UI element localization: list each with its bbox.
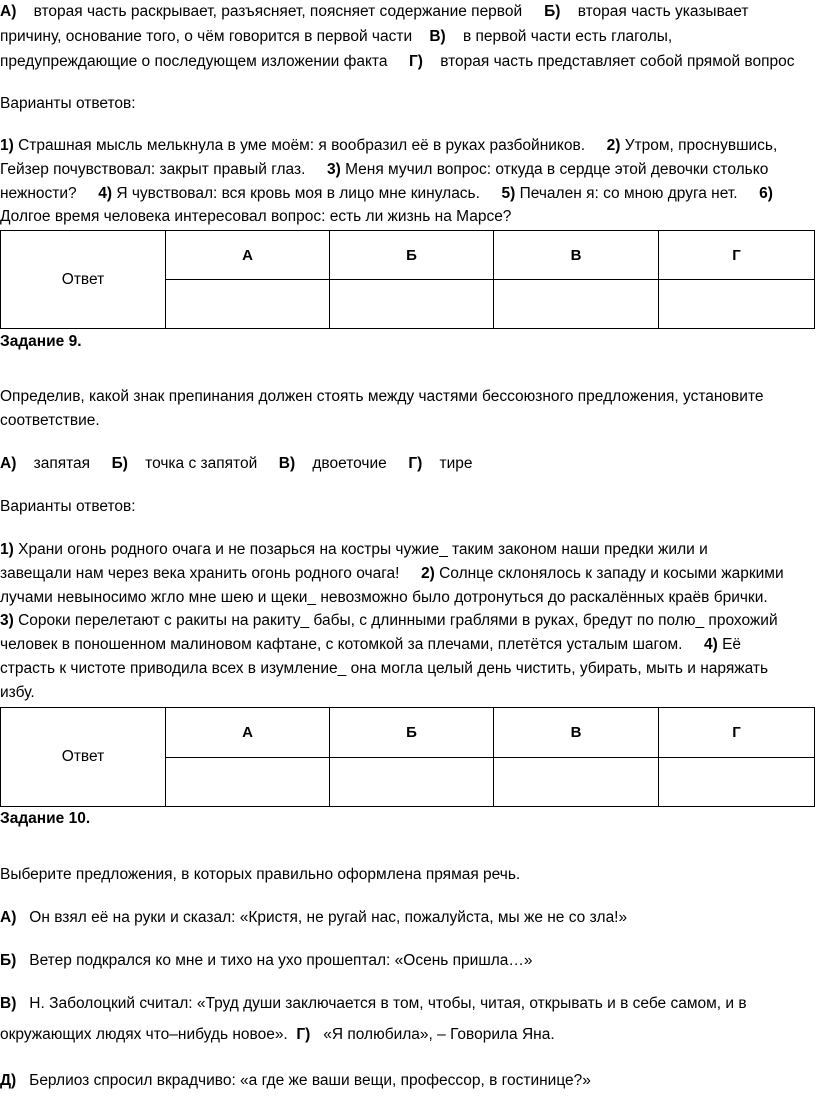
task8-s4-num: 4) xyxy=(98,185,113,202)
task9-col-v: В xyxy=(494,708,659,758)
task10-option-v-cont-line xyxy=(0,1025,555,1047)
task9-variants-heading: Варианты ответов: xyxy=(0,498,136,515)
task8-option-a-text: вторая часть раскрывает, разъясняет, поясняет содержание первой xyxy=(33,3,523,20)
task9-s3-num: 3) xyxy=(0,612,14,629)
task9-answer-label: Ответ xyxy=(1,708,166,807)
task9-s4-text: Её xyxy=(722,636,742,653)
task8-option-line-2 xyxy=(0,27,672,49)
task8-s3-text-cont: нежности? xyxy=(0,185,77,202)
task9-answer-cell-a[interactable] xyxy=(166,758,330,807)
task9-s1-num: 1) xyxy=(0,541,14,558)
task8-option-v-text: в первой части есть глаголы, xyxy=(462,28,673,45)
task8-answer-label: Ответ xyxy=(1,231,166,329)
task8-s6-num: 6) xyxy=(759,185,773,202)
task9-col-a: А xyxy=(166,708,330,758)
task8-col-v: В xyxy=(494,231,659,280)
task8-option-v-text-cont: предупреждающие о последующем изложении факта xyxy=(0,53,388,70)
task9-s2-text: Солнце склонялось к западу и косыми жаркими xyxy=(439,565,784,582)
task10-option-v-text: Н. Заболоцкий считал: «Труд души заключается в том, чтобы, читая, открывать и в себе самом, и в xyxy=(29,995,747,1012)
task8-s5-num: 5) xyxy=(501,185,516,202)
task8-s6-text: Долгое время человека интересовал вопрос: есть ли жизнь на Марсе? xyxy=(0,208,512,225)
task8-option-a-line xyxy=(0,2,748,24)
task10-option-b-letter: Б) xyxy=(0,952,17,969)
task8-s3-text: Меня мучил вопрос: откуда в сердце этой девочки столько xyxy=(345,161,769,178)
task10-option-d-letter: Д) xyxy=(0,1072,17,1089)
task9-s1-text-cont: завещали нам через века хранить огонь родного очага! xyxy=(0,565,400,582)
task8-s4-text: Я чувствовал: вся кровь моя в лицо мне кинулась. xyxy=(116,185,480,202)
task9-s4-text-cont: страсть к чистоте приводила всех в изумление_ она могла целый день чистить, убирать, мыть и наряжать xyxy=(0,660,769,677)
task8-answer-cell-b[interactable] xyxy=(330,280,494,329)
task8-option-g-text: вторая часть представляет собой прямой вопрос xyxy=(440,53,795,70)
task8-option-a-letter: А) xyxy=(0,3,17,20)
task10-option-v-letter: В) xyxy=(0,995,17,1012)
task8-s5-text: Печален я: со мною друга нет. xyxy=(519,185,738,202)
task8-s1-text: Страшная мысль мелькнула в уме моём: я вообразил её в руках разбойников. xyxy=(18,137,586,154)
task9-option-a-text: запятая xyxy=(33,455,91,472)
task8-option-b-text: вторая часть указывает xyxy=(577,3,749,20)
task8-answer-table xyxy=(0,230,815,329)
task10-option-g-letter: Г) xyxy=(296,1026,311,1043)
task8-sentence-line-1 xyxy=(0,136,777,158)
task8-answer-cell-a[interactable] xyxy=(166,280,330,329)
task9-s4-text-end: избу. xyxy=(0,684,35,701)
task10-option-d xyxy=(0,1071,591,1093)
task9-option-b-letter: Б) xyxy=(111,455,128,472)
task10-option-v-text-cont: окружающих людях что–нибудь новое». xyxy=(0,1026,288,1043)
task8-col-a: А xyxy=(166,231,330,280)
task9-option-g-letter: Г) xyxy=(408,455,423,472)
task8-option-g-letter: Г) xyxy=(409,53,423,70)
task10-option-b-text: Ветер подкрался ко мне и тихо на ухо прошептал: «Осень пришла…» xyxy=(29,952,533,969)
task8-col-b: Б xyxy=(330,231,494,280)
task10-option-b xyxy=(0,951,533,973)
task10-option-v xyxy=(0,994,747,1016)
task9-s3-text-cont: человек в поношенном малиновом кафтане, с котомкой за плечами, плетётся усталым шагом. xyxy=(0,636,683,653)
task8-s2-num: 2) xyxy=(606,137,621,154)
task9-col-g: Г xyxy=(659,708,815,758)
task8-s3-num: 3) xyxy=(326,161,341,178)
task9-answer-table xyxy=(0,707,815,807)
task10-title xyxy=(0,809,90,831)
task10-title-text: Задание 10. xyxy=(0,810,91,827)
task9-s3-text: Сороки перелетают с ракиты на ракиту_ бабы, с длинными граблями в руках, бредут по полю_ прохожий xyxy=(18,612,778,629)
task9-sentence-line-5 xyxy=(0,635,741,657)
task9-s1-text: Храни огонь родного очага и не позарься на костры чужие_ таким законом наши предки жили и xyxy=(18,541,708,558)
task10-option-d-text: Берлиоз спросил вкрадчиво: «а где же ваши вещи, профессор, в гостинице?» xyxy=(29,1072,591,1089)
task8-col-g: Г xyxy=(659,231,815,280)
task9-option-a-letter: А) xyxy=(0,455,17,472)
task9-sentence-line-4 xyxy=(0,611,778,633)
task9-title xyxy=(0,332,82,354)
task9-instruction-cont: соответствие. xyxy=(0,412,100,429)
task9-answer-cell-b[interactable] xyxy=(330,758,494,807)
task9-sentence-line-1 xyxy=(0,540,708,562)
task9-s2-num: 2) xyxy=(420,565,435,582)
task8-variants-heading: Варианты ответов: xyxy=(0,95,136,112)
task9-instruction: Определив, какой знак препинания должен стоять между частями бессоюзного предложения, установите xyxy=(0,388,764,405)
task8-option-b-letter: Б) xyxy=(544,3,561,20)
task8-sentence-line-3 xyxy=(0,184,773,206)
task9-sentence-line-2 xyxy=(0,564,784,586)
task9-option-v-letter: В) xyxy=(278,455,296,472)
task8-answer-cell-v[interactable] xyxy=(494,280,659,329)
task8-s2-text: Утром, проснувшись, xyxy=(624,137,778,154)
task9-options-line xyxy=(0,454,473,476)
task9-s2-text-cont: лучами невыносимо жгло мне шею и щеки_ невозможно было дотронуться до раскалённых краёв брички. xyxy=(0,589,768,606)
task9-s4-num: 4) xyxy=(703,636,718,653)
task9-col-b: Б xyxy=(330,708,494,758)
task9-answer-cell-v[interactable] xyxy=(494,758,659,807)
task8-s1-num: 1) xyxy=(0,137,14,154)
task9-title-text: Задание 9. xyxy=(0,333,82,350)
task8-answer-cell-g[interactable] xyxy=(659,280,815,329)
task9-option-g-text: тире xyxy=(439,455,473,472)
task10-option-a-text: Он взял её на руки и сказал: «Кристя, не ругай нас, пожалуйста, мы же не со зла!» xyxy=(29,909,628,926)
task8-option-line-3 xyxy=(0,52,795,74)
task10-option-a xyxy=(0,908,627,930)
task9-answer-cell-g[interactable] xyxy=(659,758,815,807)
task8-sentence-line-2 xyxy=(0,160,768,182)
task8-option-b-text-cont: причину, основание того, о чём говорится в первой части xyxy=(0,28,413,45)
task9-option-b-text: точка с запятой xyxy=(145,455,258,472)
task10-instruction: Выберите предложения, в которых правильно оформлена прямая речь. xyxy=(0,866,521,883)
task9-option-v-text: двоеточие xyxy=(312,455,387,472)
task10-option-g-text: «Я полюбила», – Говорила Яна. xyxy=(323,1026,555,1043)
task8-option-v-letter: В) xyxy=(429,28,446,45)
task8-s2-text-cont: Гейзер почувствовал: закрыт правый глаз. xyxy=(0,161,306,178)
task10-option-a-letter: А) xyxy=(0,909,17,926)
